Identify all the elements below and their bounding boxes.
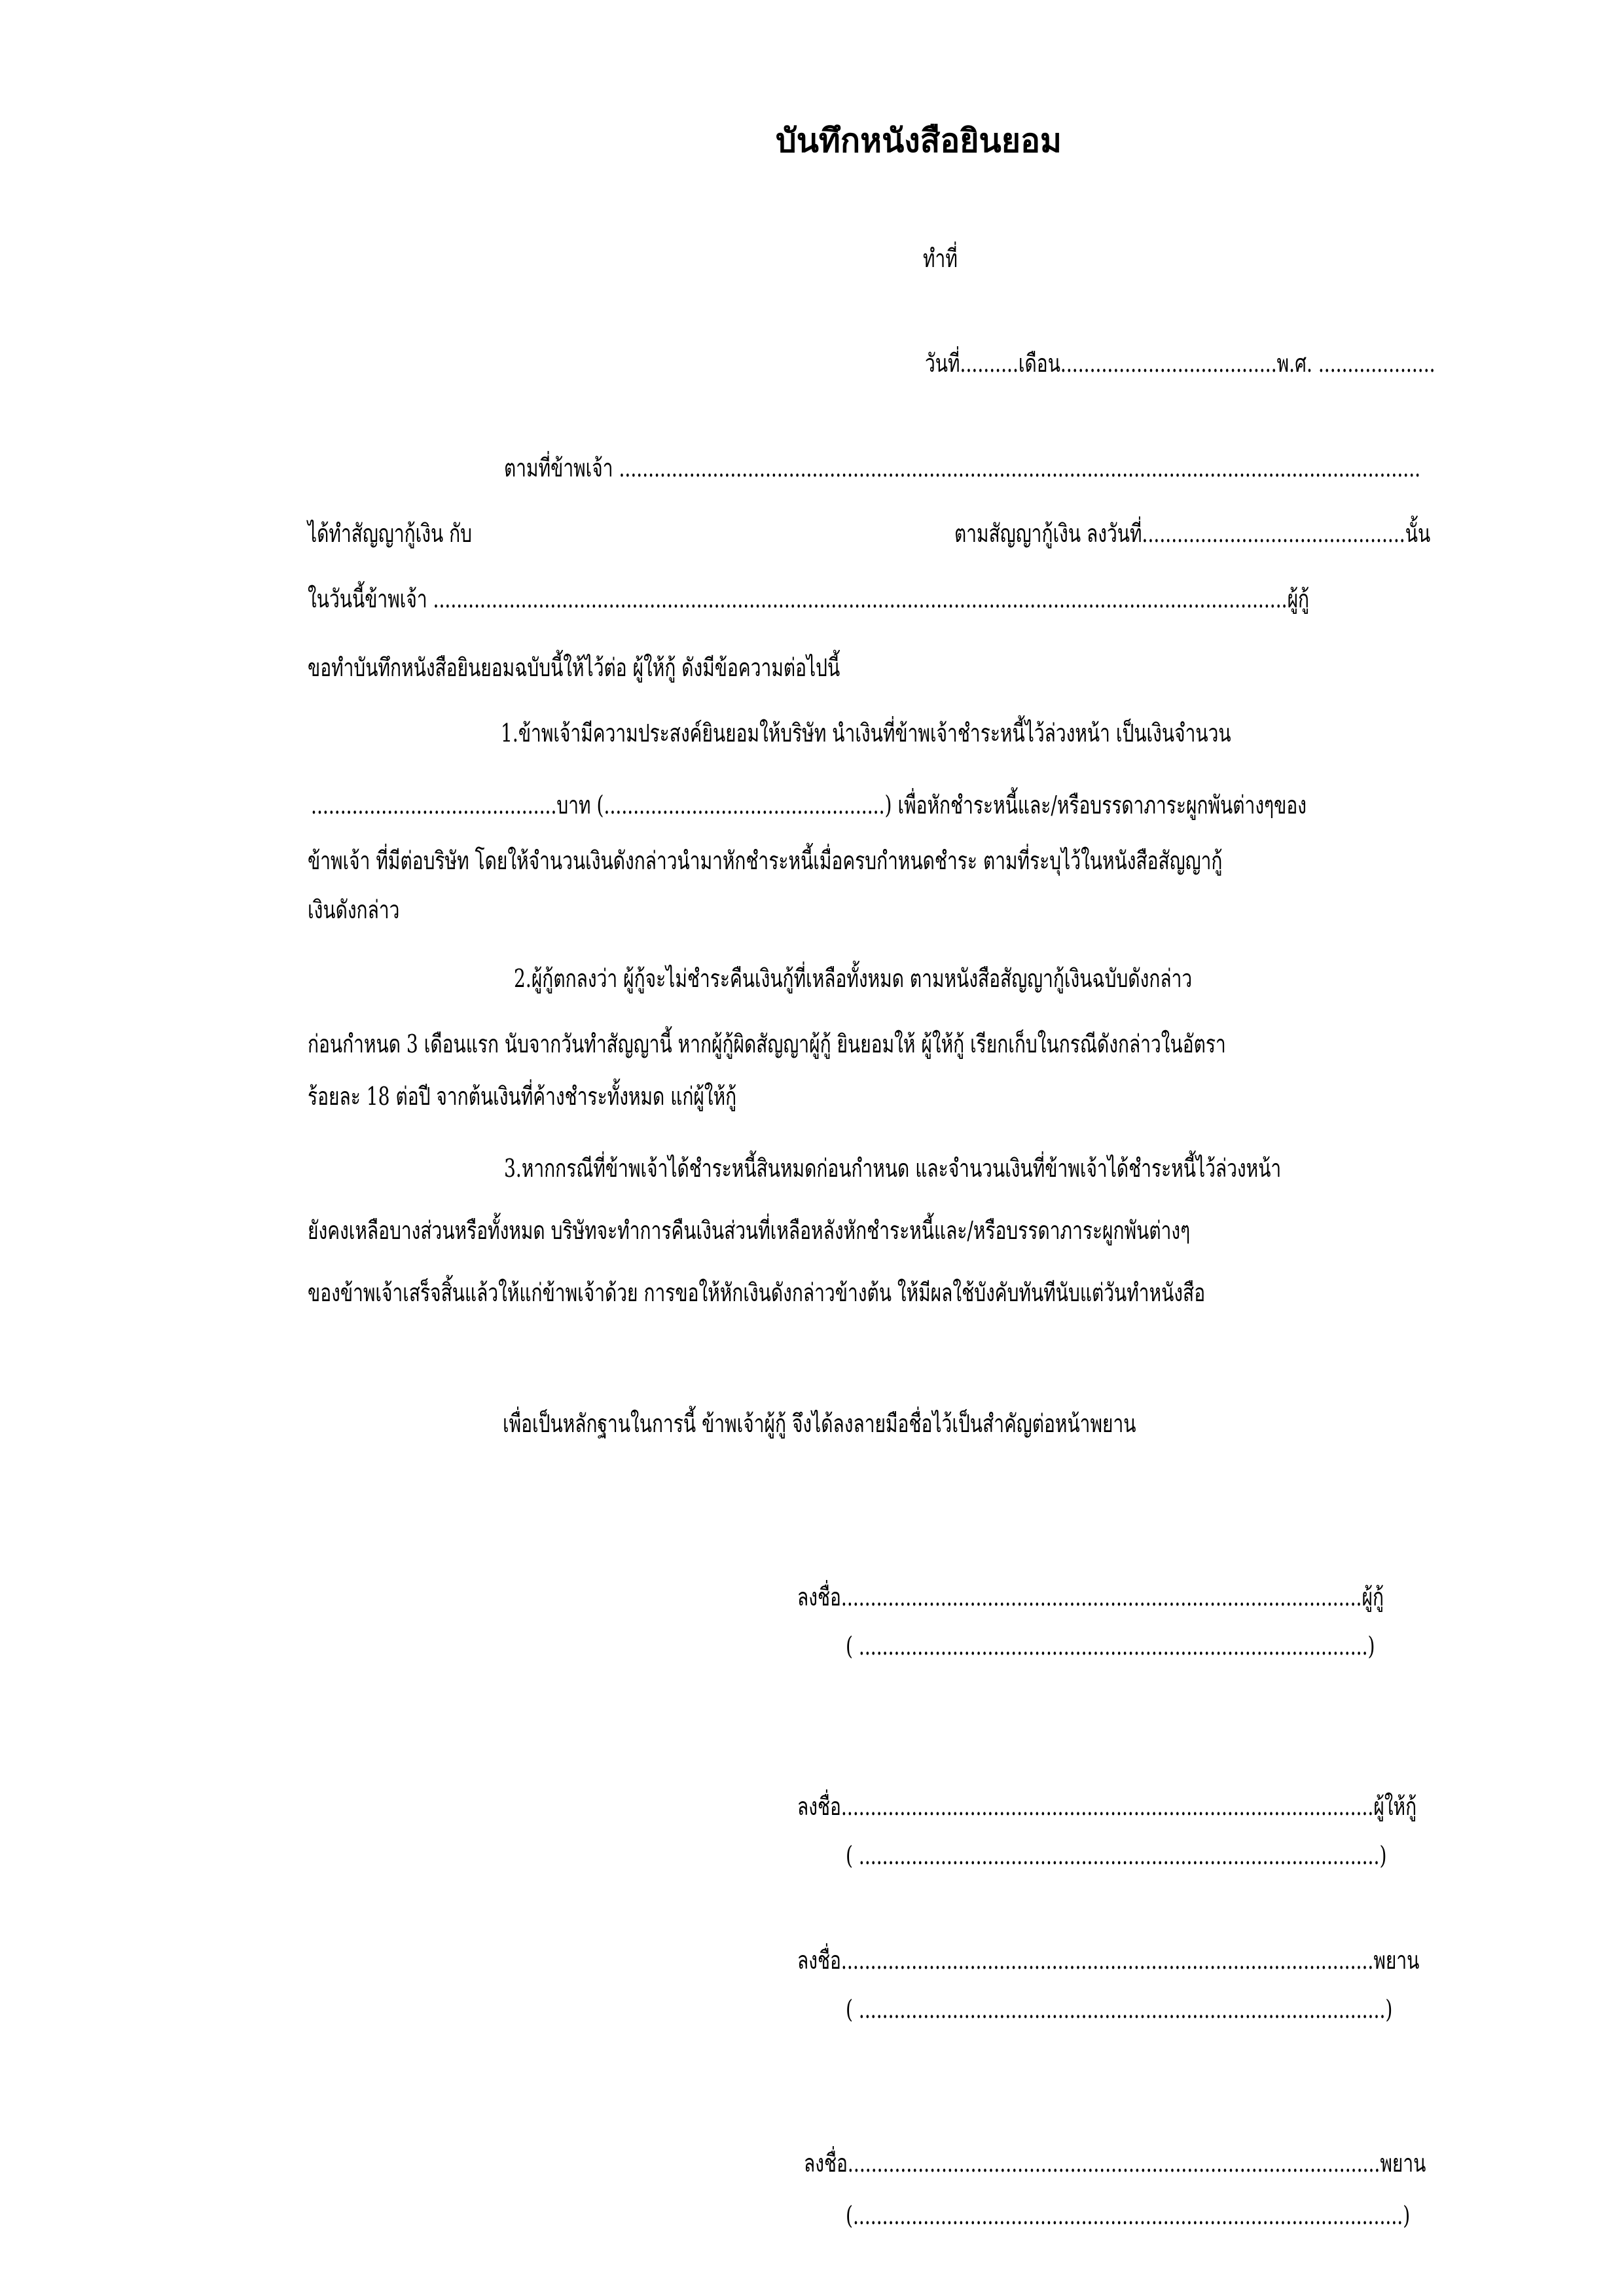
clause-2-line-3: ร้อยละ 18 ต่อปี จากต้นเงินที่ค้างชำระทั้งหมด แก่ผู้ให้กู้ <box>308 1082 737 1111</box>
clause-1-line-1: 1.ข้าพเจ้ามีความประสงค์ยินยอมให้บริษัท นำเงินที่ข้าพเจ้าชำระหนี้ไว้ล่วงหน้า เป็นเงินจำนวน <box>501 719 1231 747</box>
date-line[interactable]: วันที่..........เดือน.....................................พ.ศ. .................... <box>925 349 1435 378</box>
closing-statement: เพื่อเป็นหลักฐานในการนี้ ข้าพเจ้าผู้กู้ จึงได้ลงลายมือชื่อไว้เป็นสำคัญต่อหน้าพยาน <box>503 1409 1136 1438</box>
clause-1-line-3: ข้าพเจ้า ที่มีต่อบริษัท โดยให้จำนวนเงินดังกล่าวนำมาหักชำระหนี้เมื่อครบกำหนดชำระ ตามที่ระบุไว้ในหนังสือสัญญากู้ <box>308 846 1223 875</box>
signature-borrower-line[interactable]: ลงชื่อ.........................................................................................ผู้กู้ <box>797 1583 1384 1611</box>
signature-witness-2-name[interactable]: (..............................................................................................) <box>846 2201 1411 2230</box>
intro-borrower-line[interactable]: ตามที่ข้าพเจ้า ......................................................................................................................................... <box>504 454 1421 482</box>
signature-lender-line[interactable]: ลงชื่อ...........................................................................................ผู้ให้กู้ <box>797 1792 1417 1821</box>
intro-statement: ขอทำบันทึกหนังสือยินยอมฉบับนี้ให้ไว้ต่อ ผู้ให้กู้ ดังมีข้อความต่อไปนี้ <box>308 653 840 682</box>
clause-3-line-3: ของข้าพเจ้าเสร็จสิ้นแล้วให้แก่ข้าพเจ้าด้วย การขอให้หักเงินดังกล่าวข้างต้น ให้มีผลใช้บังคับทันทีนับแต่วันทำหนังสือ <box>308 1278 1206 1307</box>
clause-1-amount-line[interactable]: ..........................................บาท (................................................) เพื่อหักชำระหนี้และ/หรือบรรดาภาระผูกพันต่างๆของ <box>311 791 1307 819</box>
made-at-field[interactable]: ทำที่ <box>923 244 958 273</box>
signature-witness-1-name[interactable]: ( ..........................................................................................) <box>846 1995 1393 2024</box>
signature-witness-2-line[interactable]: ลงชื่อ...........................................................................................พยาน <box>804 2149 1426 2178</box>
intro-today-borrower[interactable]: ในวันนี้ข้าพเจ้า ..................................................................................................................................................ผู้กู้ <box>308 584 1310 613</box>
document-title: บันทึกหนังสือยินยอม <box>776 121 1062 160</box>
clause-3-line-1: 3.หากกรณีที่ข้าพเจ้าได้ชำระหนี้สินหมดก่อนกำหนด และจำนวนเงินที่ข้าพเจ้าได้ชำระหนี้ไว้ล่วงหน้า <box>504 1154 1282 1183</box>
intro-contract-date[interactable]: ตามสัญญากู้เงิน ลงวันที่.............................................นั้น <box>954 519 1431 548</box>
clause-2-line-1: 2.ผู้กู้ตกลงว่า ผู้กู้จะไม่ชำระคืนเงินกู้ที่เหลือทั้งหมด ตามหนังสือสัญญากู้เงินฉบับดังกล่าว <box>514 964 1193 993</box>
signature-witness-1-line[interactable]: ลงชื่อ...........................................................................................พยาน <box>797 1946 1420 1975</box>
intro-contract-with[interactable]: ได้ทำสัญญากู้เงิน กับ <box>308 519 473 548</box>
clause-2-line-2: ก่อนกำหนด 3 เดือนแรก นับจากวันทำสัญญานี้ หากผู้กู้ผิดสัญญาผู้กู้ ยินยอมให้ ผู้ให้กู้ เรียกเก็บในกรณีดังกล่าวในอัตรา <box>308 1030 1226 1058</box>
clause-3-line-2: ยังคงเหลือบางส่วนหรือทั้งหมด บริษัทจะทำการคืนเงินส่วนที่เหลือหลังหักชำระหนี้และ/หรือบรรดาภาระผูกพันต่างๆ <box>308 1216 1191 1245</box>
clause-1-line-4: เงินดังกล่าว <box>308 895 400 924</box>
signature-lender-name[interactable]: ( .........................................................................................) <box>846 1841 1387 1870</box>
signature-borrower-name[interactable]: ( .......................................................................................) <box>846 1632 1375 1660</box>
